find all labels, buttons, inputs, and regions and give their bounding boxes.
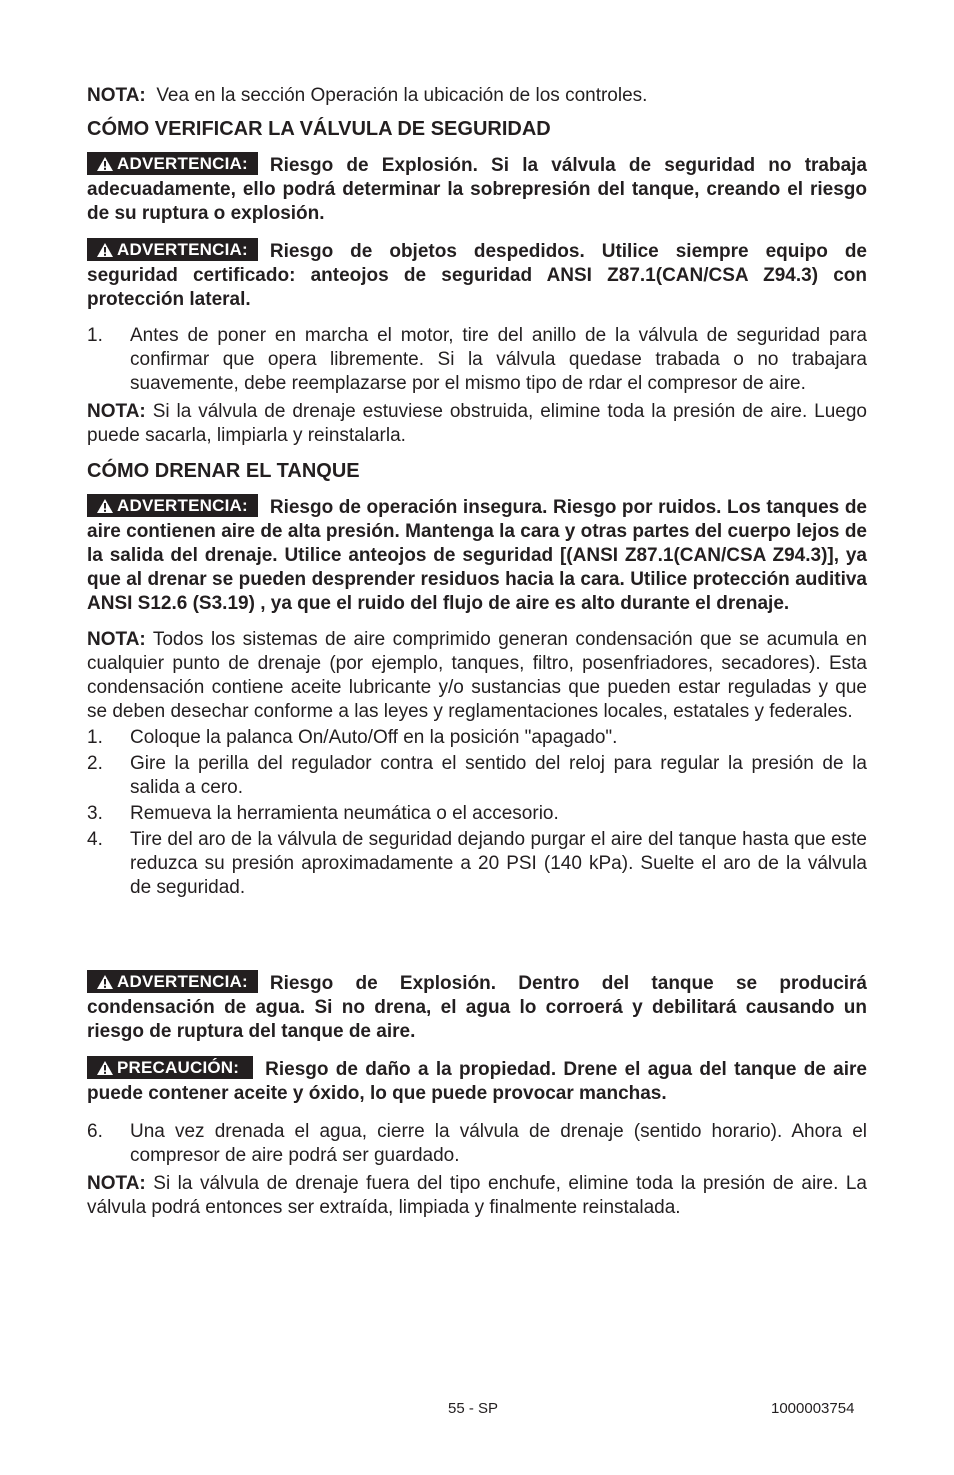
warning-projectiles: ADVERTENCIA: Riesgo de objetos despedidos. Utilice siempre equipo de seguridad certificado: anteojos de seguridad ANSI Z87.1(CAN/CSA Z94.3) con protección lateral. bbox=[87, 240, 867, 310]
warning-explosion: ADVERTENCIA: Riesgo de Explosión. Si la válvula de seguridad no trabaja adecuadamente, ello podrá determinar la sobrepresión del tanque, creando el riesgo de su ruptura o explosión. bbox=[87, 154, 867, 224]
warning-badge: ADVERTENCIA: bbox=[87, 152, 258, 175]
list-item: 2. Gire la perilla del regulador contra el sentido del reloj para regular la presión de la salida a cero. bbox=[87, 753, 867, 798]
warning-explosion-condensation: ADVERTENCIA: Riesgo de Explosión. Dentro del tanque se producirá condensación de agua. Si no drena, el agua lo corroerá y debilitará causando un riesgo de ruptura del tanque de aire. bbox=[87, 972, 867, 1042]
nota-drain-valve: NOTA: Si la válvula de drenaje estuviese obstruida, elimine toda la presión de aire. Luego puede sacarla, limpiarla y reinstalarla. bbox=[87, 401, 867, 446]
warning-badge: ADVERTENCIA: bbox=[87, 238, 258, 261]
list-item: 1. Coloque la palanca On/Auto/Off en la posición "apagado". bbox=[87, 727, 618, 748]
section-heading-safety-valve: CÓMO VERIFICAR LA VÁLVULA DE SEGURIDAD bbox=[87, 118, 551, 140]
section-heading-drain-tank: CÓMO DRENAR EL TANQUE bbox=[87, 460, 360, 482]
list-item: 3. Remueva la herramienta neumática o el accesorio. bbox=[87, 803, 559, 824]
warning-triangle-icon bbox=[97, 499, 113, 513]
nota-plug-valve: NOTA: Si la válvula de drenaje fuera del tipo enchufe, elimine toda la presión de aire. La válvula podrá entonces ser extraída, limpiada y finalmente reinstalada. bbox=[87, 1173, 867, 1218]
document-code: 1000003754 bbox=[771, 1400, 855, 1417]
list-item: 6. Una vez drenada el agua, cierre la válvula de drenaje (sentido horario). Ahora el compresor de aire podrá ser guardado. bbox=[87, 1121, 867, 1166]
list-item: 4. Tire del aro de la válvula de seguridad dejando purgar el aire del tanque hasta que este reduzca su presión aproximadamente a 20 PSI (140 kPa). Suelte el aro de la válvula de seguridad. bbox=[87, 829, 867, 898]
warning-triangle-icon bbox=[97, 975, 113, 989]
warning-badge: ADVERTENCIA: bbox=[87, 494, 258, 517]
warning-badge: ADVERTENCIA: bbox=[87, 970, 258, 993]
warning-triangle-icon bbox=[97, 1061, 113, 1075]
page-number: 55 - SP bbox=[448, 1400, 499, 1417]
warning-triangle-icon bbox=[97, 157, 113, 171]
caution-badge: PRECAUCIÓN: bbox=[87, 1056, 253, 1079]
nota-condensation: NOTA: Todos los sistemas de aire comprimido generan condensación que se acumula en cualquier punto de drenaje (por ejemplo, tanques, filtro, posenfriadores, secadores). Esta condensación contiene aceite lubricante y/o sustancias que pueden estar reguladas y que se deben desechar conforme a las leyes y reglamentaciones locales, estatales y federales. bbox=[87, 629, 868, 722]
list-item: 1. Antes de poner en marcha el motor, tire del anillo de la válvula de seguridad para confirmar que opera libremente. Si la válvula quedase trabada o no trabajara suavemente, debe reemplazarse por el mismo tipo de rdar el compresor de aire. bbox=[87, 325, 867, 394]
nota-controls: NOTA: Vea en la sección Operación la ubicación de los controles. bbox=[87, 85, 648, 106]
warning-triangle-icon bbox=[97, 243, 113, 257]
manual-page bbox=[87, 84, 867, 1220]
warning-unsafe-operation: ADVERTENCIA: Riesgo de operación insegura. Riesgo por ruidos. Los tanques de aire contienen aire de alta presión. Mantenga la cara y otras partes del cuerpo lejos de la salida del drenaje. Utilice anteojos de seguridad [(ANSI Z87.1(CAN/CSA Z94.3)], ya que al drenar se pueden desprender residuos hacia la cara. Utilice protección auditiva ANSI S12.6 (S3.19) , ya que el ruido del flujo de aire es alto durante el drenaje. bbox=[87, 496, 867, 614]
caution-property-damage: PRECAUCIÓN: Riesgo de daño a la propiedad. Drene el agua del tanque de aire puede contener aceite y óxido, lo que puede provocar manchas. bbox=[87, 1058, 867, 1104]
